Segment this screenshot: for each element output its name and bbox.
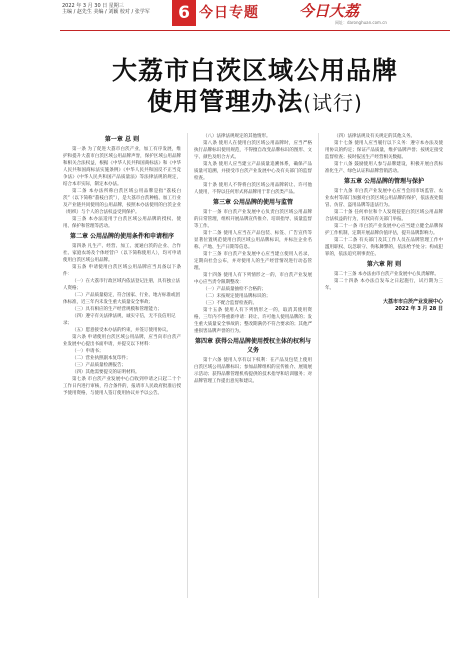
title-line-2 [60, 86, 450, 119]
article-paragraph: 第二十二条 有关部门及其工作人员在品牌管理工作中滥用职权、玩忽职守、徇私舞弊的，依法给予处分；构成犯罪的，依法追究刑事责任。 [325, 238, 443, 257]
article-paragraph: 第二条 本办法所称白茨区域公用品牌是指“荔枝白茨”（以下简称“荔枝白茨”），是大荔市白茨种植、加工行业及产业链共同使用的公用品牌，按照本办法使用的白茨企业（组织）与个人的合法权益受到保护。 [63, 189, 181, 215]
article-paragraph: 第十一条 市白茨产业发展中心负责白茨区域公用品牌的日常管理，组织开展品牌宣传推介、培训指导、质量监督等工作。 [194, 210, 312, 229]
issue-date-line: 2022 年 3 月 30 日 星期三 [62, 3, 124, 9]
article-paragraph: 第十七条 使用人应当履行以下义务：遵守本办法及使用协议的约定；保证产品质量，维护品牌声誉；按规定接受监督检查；按时报送生产经营相关数据。 [325, 141, 443, 160]
list-item: （二）产品质量稳定，符合国家、行业、地方标准或团体标准，近三年内未发生重大质量安全事故； [63, 293, 180, 305]
article-paragraph: 第三条 本办法适用于白茨区域公用品牌的授权、使用、保护和管理等活动。 [63, 217, 181, 229]
title-main: 使用管理办法 [147, 87, 304, 116]
list-item: （四）法律法规及有关规定的其他义务。 [334, 134, 415, 139]
list-item: （一）申请书； [72, 349, 104, 354]
list-item: （一）产品质量抽检不合格的； [203, 287, 266, 292]
list-item: （八）法律法规规定的其他情形。 [203, 134, 271, 139]
issuer-name: 大荔市市白茨产业发展中心 [382, 299, 443, 305]
article-paragraph: 第十二条 使用人应当在产品包装、标签、广告宣传等显著位置规范使用白茨区域公用品牌标识，并标注企业名称、产地、生产日期等信息。 [194, 231, 312, 250]
page-number-box: 6 [172, 0, 196, 26]
list-item: （五）愿意接受本办法的约束，并签订使用协议。 [72, 328, 171, 333]
article-title [60, 55, 450, 119]
header-divider [60, 30, 450, 31]
signing-date: 2022 年 3 月 28 日 [394, 306, 443, 312]
list-item: （四）遵守有关法律法规，诚实守信，无不良信用记录； [63, 314, 176, 326]
list-item: （四）其他需要提交的证明材料。 [72, 370, 140, 375]
article-paragraph: 第六条 申请使用白茨区域公用品牌，应当向市白茨产业发展中心提出书面申请，并提交以下材料： [63, 335, 181, 347]
chapter-heading: 第六章 附 则 [366, 261, 402, 268]
article-paragraph: 第二十一条 市白茨产业发展中心应当建立健全品牌保护工作机制，定期开展品牌价值评估，提升品牌影响力。 [325, 224, 443, 236]
list-item: （三）产品质量检测报告； [72, 363, 126, 368]
article-paragraph: 第七条 市白茨产业发展中心自收到申请之日起二十个工作日内进行审核，符合条件的，报请市人民政府批准后授予使用资格，与使用人签订使用协议并予以公告。 [63, 377, 181, 396]
chapter-heading: 第二章 公用品牌的使用条件和申请程序 [69, 233, 175, 240]
article-body [63, 133, 447, 598]
article-paragraph: 第二十三条 本办法由市白茨产业发展中心负责解释。 [334, 272, 439, 277]
list-item: （三）具有相应的生产经营规模和管理能力； [72, 307, 162, 312]
text-column-2 [194, 133, 312, 598]
header-info [62, 3, 172, 15]
chapter-heading: 第一章 总 则 [104, 136, 140, 143]
page-header [0, 0, 450, 34]
article-paragraph: 第九条 使用人应当建立产品质量追溯体系，确保产品质量可追溯，并接受市白茨产业发展中心及有关部门的监督检查。 [194, 162, 312, 181]
list-item: （一）在大荔市行政区域内依法登记注册，具有独立法人资格； [63, 279, 180, 291]
list-item: （二）未按规定使用品牌标识的； [203, 294, 271, 299]
list-item: （三）不配合监督检查的。 [203, 301, 257, 306]
text-column-1 [63, 133, 181, 598]
chapter-heading: 第三章 公用品牌的使用与监管 [212, 199, 294, 206]
chapter-heading: 第五章 公用品牌的管理与保护 [343, 178, 425, 185]
article-paragraph: 第二十四条 本办法自发布之日起施行，试行期为三年。 [325, 279, 443, 291]
article-paragraph: 第四条 凡生产、经营、加工、流通白茨的企业、合作社、家庭农场及个体经营户（以下简称使用人），均可申请使用白茨区域公用品牌。 [63, 244, 181, 263]
article-paragraph: 第十九条 市白茨产业发展中心应当会同市场监管、农业农村等部门加强对白茨区域公用品牌的保护，依法查处假冒、仿冒、盗用品牌等违法行为。 [325, 189, 443, 208]
article-paragraph: 第十六条 使用人享有以下权利：在产品及包装上使用白茨区域公用品牌标识；参加品牌组织的宣传推介、展销展示活动；获得品牌管理机构提供的技术指导和培训服务；对品牌管理工作提出意见和建议。 [194, 358, 312, 384]
newspaper-logo: 今日大荔 [299, 2, 360, 20]
column-divider [318, 133, 319, 598]
chapter-heading: 第四章 获得公用品牌使用授权主体的权利与义务 [194, 338, 312, 354]
list-item: （二）营业执照副本复印件； [72, 356, 131, 361]
article-paragraph: 第一条 为了促进大荔市白茨产业，加工有序发展，维护和提升大荔市白茨区域公用品牌声誉，保护区域公用品牌和相关合法权益，根据《中华人民共和国商标法》和《中华人民共和国商标法实施条例》《中华人民共和国反不正当竞争法》《中华人民共和国产品质量法》等法律法规的规定，结合本市实际，制定本办法。 [63, 147, 181, 187]
article-paragraph: 第十五条 使用人有下列情形之一的，取消其使用资格，三年内不得重新申请：转让、许可他人使用品牌的；发生重大质量安全事故的；整改期满仍不符合要求的；其他严重损害品牌声誉的行为。 [194, 308, 312, 334]
website-url[interactable]: 网址：daronghuan.com.cn [335, 20, 387, 25]
article-paragraph: 第十四条 使用人有下列情形之一的，市白茨产业发展中心应当责令限期整改： [194, 273, 312, 285]
article-paragraph: 第五条 申请使用白茨区域公用品牌应当具备以下条件： [63, 265, 181, 277]
title-suffix: (试行) [303, 91, 363, 115]
article-paragraph: 第十三条 市白茨产业发展中心应当建立使用人名录，定期向社会公布，并对使用人的生产经营情况进行动态管理。 [194, 252, 312, 271]
editors-line: 主编 / 赵先生 美编 / 刘颖 校对 / 张学军 [62, 9, 150, 15]
text-column-3 [325, 133, 443, 598]
section-title: 今日专题 [199, 5, 259, 21]
title-line-1: 大荔市白茨区域公用品牌 [111, 56, 398, 85]
article-paragraph: 第八条 使用人在使用白茨区域公用品牌时，应当严格执行品牌标识使用规范，不得擅自改变品牌标识的图形、文字、颜色及组合方式。 [194, 141, 312, 160]
column-divider [187, 133, 188, 598]
article-paragraph: 第十八条 鼓励使用人参与品牌建设，积极开展白茨标准化生产、绿色认证和品牌营销活动。 [325, 162, 443, 174]
article-paragraph: 第二十条 任何单位和个人发现侵犯白茨区域公用品牌合法权益的行为，有权向有关部门举报。 [325, 210, 443, 222]
article-paragraph: 第十条 使用人不得将白茨区域公用品牌转让、许可他人使用，不得以任何形式将品牌用于非白茨类产品。 [194, 183, 312, 195]
